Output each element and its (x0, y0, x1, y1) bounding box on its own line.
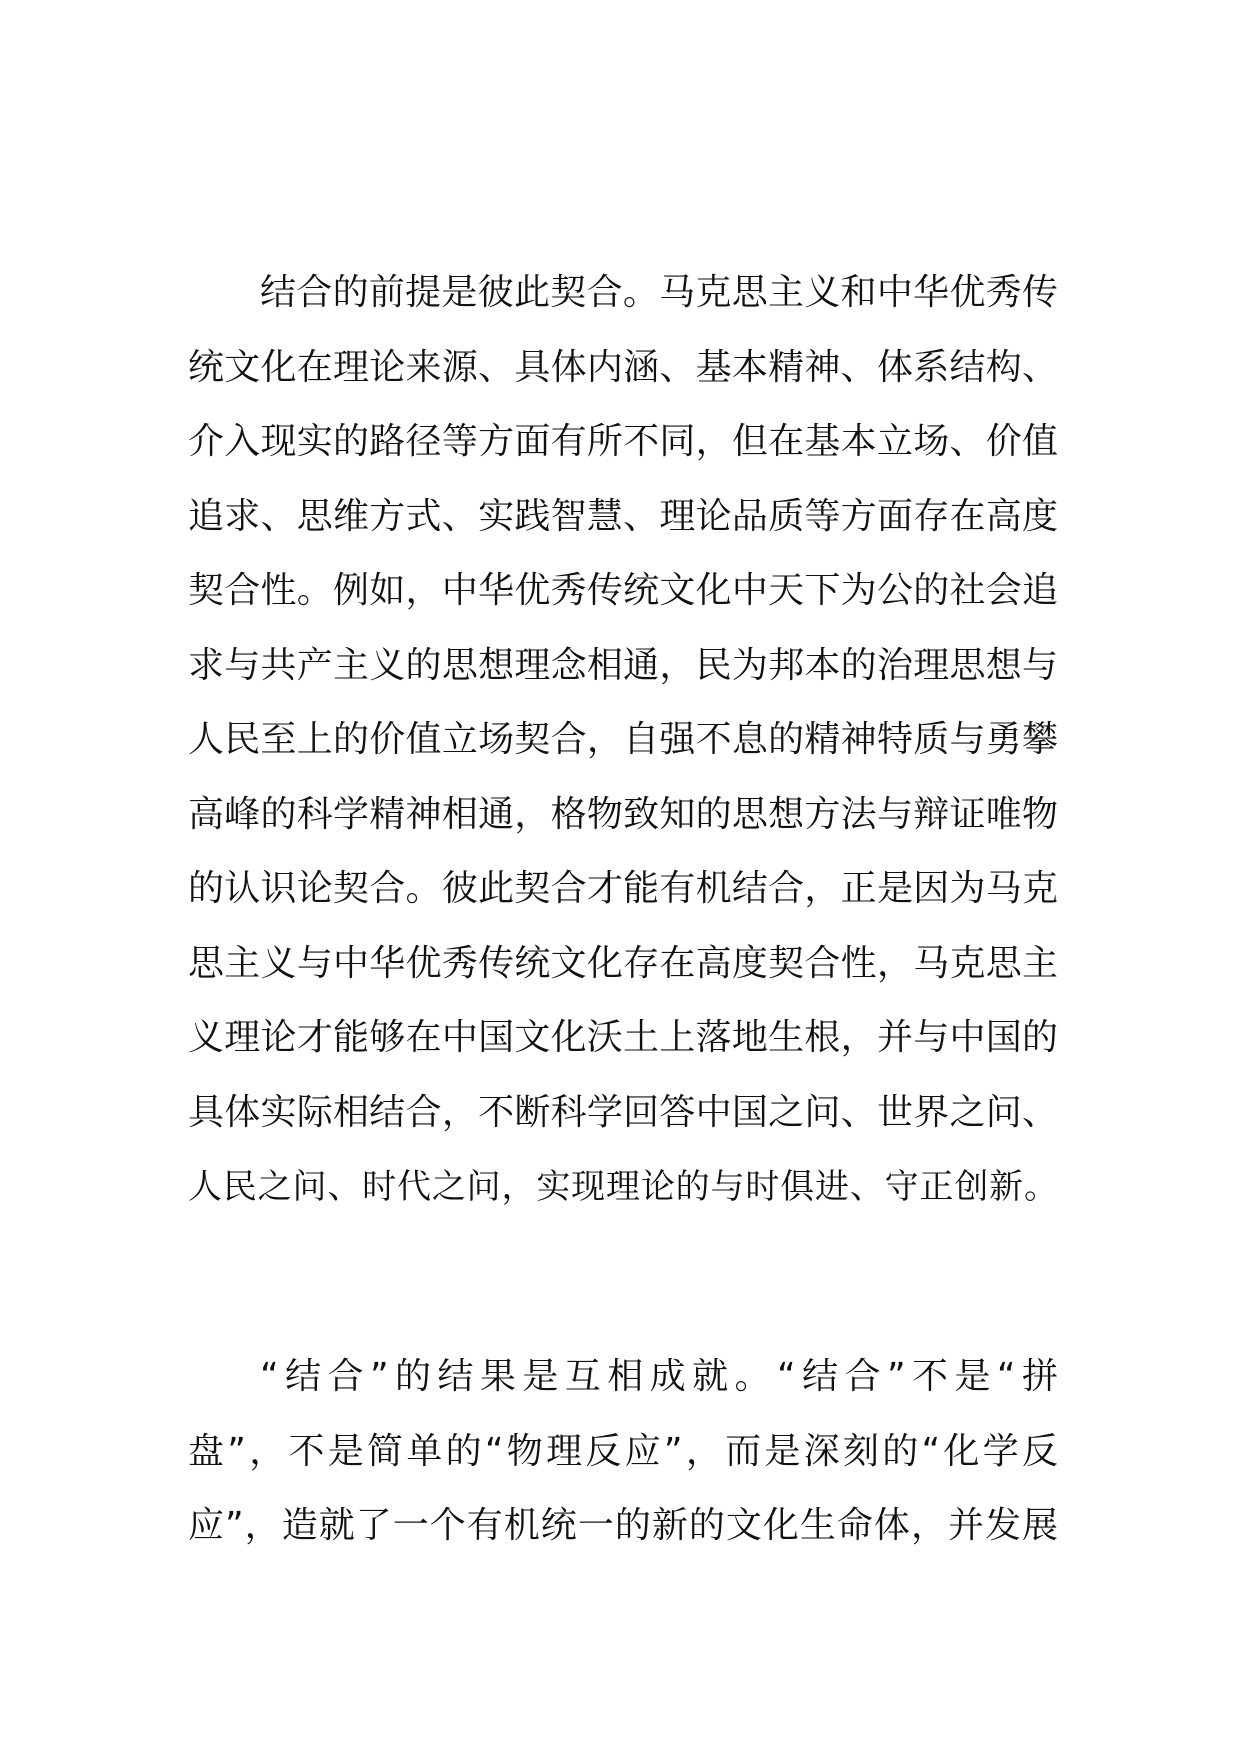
text-line: 具体实际相结合，不断科学回答中国之问、世界之问、 (188, 1091, 1058, 1133)
text-line: 介入现实的路径等方面有所不同，但在基本立场、价值 (188, 421, 1058, 462)
text-line: 人民至上的价值立场契合，自强不息的精神特质与勇攀 (188, 719, 1058, 760)
text-line: 应”，造就了一个有机统一的新的文化生命体，并发展 (188, 1505, 1058, 1546)
text-line: 义理论才能够在中国文化沃土上落地生根，并与中国的 (188, 1017, 1058, 1058)
text-line: 盘”，不是简单的“物理反应”，而是深刻的“化学反 (188, 1430, 1058, 1472)
text-line: 的认识论契合。彼此契合才能有机结合，正是因为马克 (188, 868, 1058, 909)
text-line: 求与共产主义的思想理念相通，民为邦本的治理思想与 (188, 644, 1058, 686)
text-line: 高峰的科学精神相通，格物致知的思想方法与辩证唯物 (188, 793, 1058, 835)
text-line: 人民之问、时代之问，实现理论的与时俱进、守正创新。 (188, 1167, 1058, 1207)
text-line: 追求、思维方式、实践智慧、理论品质等方面存在高度 (188, 495, 1058, 537)
text-line: “结合”的结果是互相成就。“结合”不是“拼 (260, 1356, 1058, 1397)
text-line: 契合性。例如，中华优秀传统文化中天下为公的社会追 (188, 570, 1058, 611)
paragraph-2 (188, 1340, 1058, 1564)
paragraph-1 (188, 256, 1058, 1225)
text-line: 统文化在理论来源、具体内涵、基本精神、体系结构、 (188, 346, 1058, 388)
text-line: 结合的前提是彼此契合。马克思主义和中华优秀传 (260, 272, 1058, 313)
text-line: 思主义与中华优秀传统文化存在高度契合性，马克思主 (188, 942, 1058, 984)
